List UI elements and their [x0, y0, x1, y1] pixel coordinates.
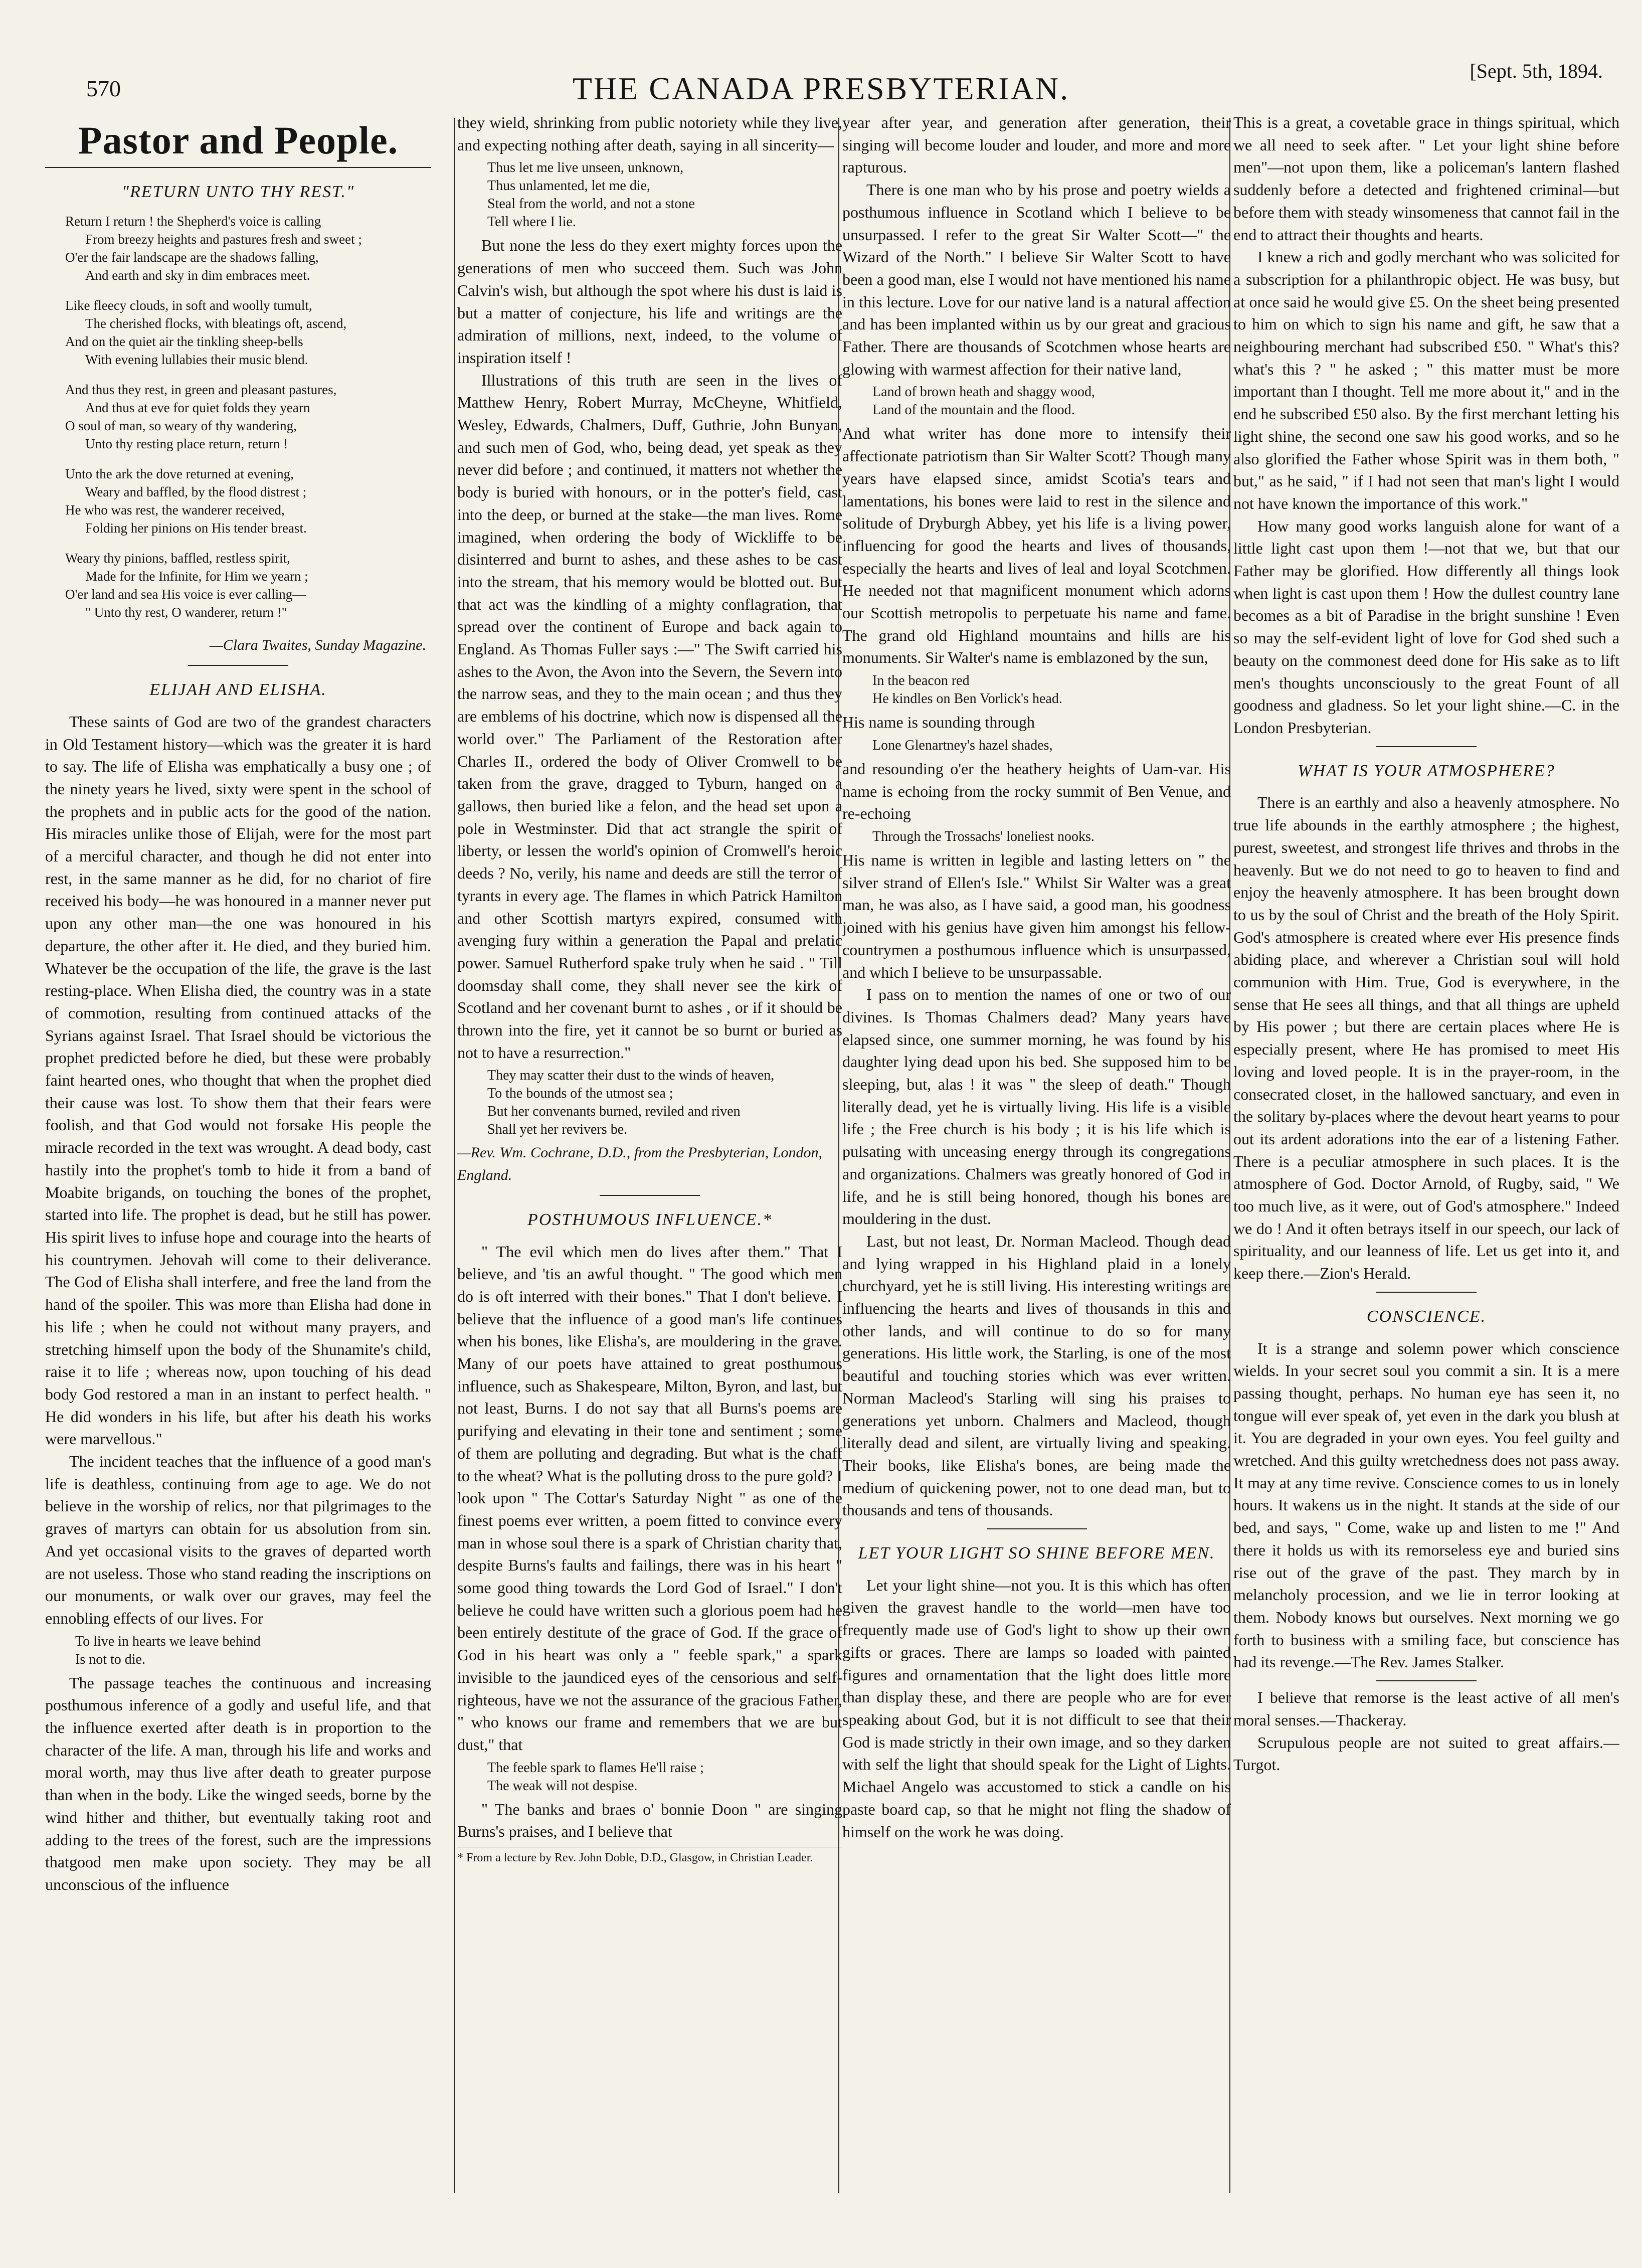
- paragraph: Let your light shine—not you. It is this which has often given the gravest handle to the world—men have too frequently made use of God's light to show up their own gifts or graces. There are lamps so loaded with painted figures and ornamentation that the light does little more than display these, and there are people who are for ever speaking about God, but it is not difficult to see that their God is made strictly in their own image, and so they darken with self the light that should speak for the Light of Lights. Michael Angelo was accustomed to stick a candle on his paste board cap, so that he might not fling the shadow of himself on the work he was doing.: [842, 1576, 1231, 1841]
- poem-line: Weary and baffled, by the flood distrest ;: [85, 484, 307, 500]
- poem-stanza: [65, 381, 431, 453]
- poem-stanza: [65, 549, 431, 621]
- column-1: [45, 111, 431, 2198]
- paragraph: " The evil which men do lives after them." That I believe, and 'tis an awful thought. " The good which men do is oft interred with their bones." That I don't believe. I believe that the influence of a good man's life continues when his bones, like Elisha's, are mouldering in the grave. Many of our poets have attained to great posthumous influence, such as Shakespeare, Milton, Byron, and last, but not least, Burns. I do not say that all Burns's poems are purifying and elevating in their tone and sentiment ; some of them are polluting and degrading. But what is the chaff to the wheat? What is the polluting dross to the pure gold? I look upon " The Cottar's Saturday Night " as one of the finest poems ever written, a poem fitted to convince every man in whose soul there is a spark of Christian charity that, despite Burns's faults and failings, there was in his heart " some good thing towards the Lord God of Israel." I don't believe he could have written such a glorious poem had he been entirely destitute of the grace of God. If the grace of God in his heart was only a " feeble spark," a spark invisible to the jaundiced eyes of the censorious and self-righteous, have we not the assurance of the gracious Father, " who knows our frame and remembers that we are but dust," that: [457, 1242, 842, 1754]
- poem-line: He who was rest, the wanderer received,: [65, 502, 285, 518]
- paragraph: His name is written in legible and lasting letters on " the silver strand of Ellen's Isle." Whilst Sir Walter was a great man, he was also, as I have said, a good man, his goodness joined with his genius have given him amongst his fellow-countrymen a posthumous influence which is unsurpassed, and which I believe to be unsurpassable.: [842, 850, 1231, 981]
- quote: [487, 159, 842, 231]
- footnote: * From a lecture by Rev. John Doble, D.D., Glasgow, in Christian Leader.: [457, 1847, 842, 1865]
- column-2: [457, 111, 842, 2198]
- paragraph: How many good works languish alone for want of a little light cast upon them !—not that we, but that our Father may be glorified. How differently all things look when light is cast upon them ! How the dullest country lane becomes as a bit of Paradise in the bright sunshine ! Even so may the self-evident light of love for God shed such a beauty on the commonest deed done for His sake as to lift men's thoughts unconsciously to the great Fount of all goodness and gladness. So let your light shine.—C. in the London Presbyterian.: [1233, 516, 1619, 737]
- column-rule: [454, 118, 455, 2193]
- quote: [872, 828, 1231, 846]
- quote-line: Through the Trossachs' loneliest nooks.: [872, 828, 1094, 844]
- quote-line: The feeble spark to flames He'll raise ;: [487, 1760, 704, 1776]
- article-title: LET YOUR LIGHT SO SHINE BEFORE MEN.: [858, 1544, 1215, 1563]
- quote: [487, 1759, 842, 1795]
- paragraph: His name is sounding through: [842, 713, 1035, 732]
- column-3: [842, 111, 1231, 2198]
- quote-line: In the beacon red: [872, 673, 970, 689]
- quote-line: But her convenants burned, reviled and riven: [487, 1104, 741, 1120]
- poem-line: And thus at eve for quiet folds they yearn: [85, 400, 310, 416]
- poem-line: From breezy heights and pastures fresh and sweet ;: [85, 232, 362, 247]
- poem-title: "RETURN UNTO THY REST.": [121, 182, 355, 201]
- poem-line: Unto thy resting place return, return !: [85, 436, 288, 452]
- divider: [987, 1528, 1087, 1529]
- quote-line: Steal from the world, and not a stone: [487, 196, 695, 212]
- divider: [1376, 746, 1477, 747]
- paragraph: and resounding o'er the heathery heights of Uam-var. His name is echoing from the rocky summit of Ben Venue, and re-echoing: [842, 759, 1231, 823]
- divider: [1376, 1292, 1477, 1293]
- paragraph: There is one man who by his prose and poetry wields a posthumous influence in Scotland which I believe to be unsurpassed. I refer to the great Sir Walter Scott—" the Wizard of the North." I believe Sir Walter Scott to have been a good man, else I would not have mentioned his name in this lecture. Love for our native land is a natural affection and has been implanted within us by our great and gracious Father. There are thousands of Scotchmen whose hearts are glowing with warmest affection for their native land,: [842, 181, 1231, 378]
- paragraph: But none the less do they exert mighty forces upon the generations of men who succeed them. Such was John Calvin's wish, but although the spot where his dust is laid is but a matter of conjecture, his life and writings are the admiration of millions, next, indeed, to the volume of inspiration itself !: [457, 236, 842, 367]
- quote-line: The weak will not despise.: [487, 1778, 638, 1794]
- poem-line: Made for the Infinite, for Him we yearn ;: [85, 569, 308, 584]
- poem-line: O'er land and sea His voice is ever calling—: [65, 587, 306, 602]
- page-number: 570: [86, 76, 121, 101]
- quote-line: To the bounds of the utmost sea ;: [487, 1086, 673, 1102]
- paragraph: These saints of God are two of the grandest characters in Old Testament history—which was the greater it is hard to say. The life of Elisha was emphatically a busy one ; of the ninety years he lived, sixty were spent in the school of the prophets and in public acts for the good of the nation. His miracles unlike those of Elijah, were for the most part of a merciful character, and though he did not enter into rest, in the same manner as he did, for no chariot of fire received his body—he was honoured in a manner never put upon any other man—the one was honoured in his departure, the other after it. He died, and they buried him. Whatever be the occupation of the life, the grave is the last resting-place. When Elisha died, the country was in a state of commotion, resulting from continued attacks of the Syrians against Israel. That Israel should be victorious the prophet predicted before he died, but these were probably faint hearted ones, who thought that when the prophet died their cause was lost. To show them that their fears were foolish, and that God would not forsake His people the miracle recorded in the text was wrought. A dead body, cast hastily into the prophet's tomb to hide it from a band of Moabite brigands, on touching the bones of the prophet, started into life. The prophet is dead, but he still has power. His spirit lives to infuse hope and courage into the hearts of his countrymen. Jehovah will come to their deliverance. The God of Elisha shall interfere, and free the land from the hand of the spoiler. This was more than Elisha had done in his life ; when he could not without many prayers, and stretching himself upon the body of the Shunamite's child, raise it to life ; whereas now, upon touching of his dead body God restored a man in an instant to perfect health. " He did wonders in his life, but after his death his works were marvellous.": [45, 712, 431, 1448]
- paragraph: they wield, shrinking from public notoriety while they live, and expecting nothing after death, saying in all sincerity—: [457, 113, 842, 154]
- quote: [872, 672, 1231, 708]
- quote-line: Lone Glenartney's hazel shades,: [872, 737, 1053, 753]
- paragraph: " The banks and braes o' bonnie Doon " are singing Burns's praises, and I believe that: [457, 1800, 842, 1841]
- article-title: ELIJAH AND ELISHA.: [149, 680, 327, 700]
- poem-line: " Unto thy rest, O wanderer, return !": [85, 605, 287, 620]
- poem-line: With evening lullabies their music blend.: [85, 352, 308, 368]
- article-title: CONSCIENCE.: [1366, 1307, 1487, 1326]
- paragraph: I knew a rich and godly merchant who was solicited for a subscription for a philanthropic object. He was busy, but at once said he would give £5. On the sheet being presented to him on which to sign his name and gift, he saw that a neighbouring merchant had subscribed £50. " What's this? what's this ? " he asked ; " this matter must be more important than I thought. Tell me more about it," and in the end he subscribed £50 also. By the first merchant letting his light shine, the second one saw his good works, and so he also glorified the Father whose Spirit was in them both, " but," as he said, " if I had not seen that man's light I would not have known the importance of this work.": [1233, 248, 1619, 512]
- quote-line: Land of the mountain and the flood.: [872, 402, 1075, 418]
- masthead-title: THE CANADA PRESBYTERIAN.: [572, 71, 1070, 106]
- divider: [188, 665, 288, 666]
- quote-line: Shall yet her revivers be.: [487, 1122, 628, 1138]
- paragraph: This is a great, a covetable grace in things spiritual, which we all need to seek after. " Let your light shine before men"—not upon them, like a policeman's lantern flashed suddenly before a detected and frightened criminal—but before them with steady winsomeness that cannot fail in the end to attract their thoughts and hearts.: [1233, 113, 1619, 244]
- quote-line: Tell where I lie.: [487, 214, 576, 230]
- issue-date: [Sept. 5th, 1894.: [1470, 60, 1603, 82]
- paragraph: Illustrations of this truth are seen in the lives of Matthew Henry, Robert Murray, McCheyne, Whitfield, Wesley, Edwards, Chalmers, Duff, Guthrie, John Bunyan, and such men of God, who, being dead, yet speak as they never did before ; and continued, it matters not whether the body is buried with honours, or in the potter's field, cast into the deep, or burned at the stake—the man lives. Rome imagined, when ordering the body of Wickliffe to be disinterred and burnt to ashes, and these ashes to be cast into the stream, that his memory would be blotted out. But that act was the kindling of a mighty conflagration, that spread over the continent of Europe and back again to England. As Thomas Fuller says :—" The Swift carried his ashes to the Avon, the Avon into the Severn, the Severn into the narrow seas, and they to the main ocean ; and thus they are emblems of his doctrine, which now is dispensed all the world over." The Parliament of the Restoration after Charles II., ordered the body of Oliver Cromwell to be taken from the grave, dragged to Tyburn, hanged on a gallows, then buried like a felon, and the head set upon a pole in Westminster. Did that act strangle the spirit of liberty, or lessen the world's opinion of Cromwell's heroic deeds ? No, verily, his name and deeds are still the terror of tyrants in every age. The flames in which Patrick Hamilton and other Scottish martyrs expired, consumed with avenging fury within a generation the Papal and prelatic power. Samuel Rutherford spake truly when he said . " Till doomsday shall come, they shall never see the kirk of Scotland and her covenant burnt to ashes , or if it should be thrown into the fire, yet it cannot be so burnt or buried as not to have a resurrection.": [457, 371, 842, 1062]
- poem-line: And on the quiet air the tinkling sheep-bells: [65, 334, 303, 350]
- section-title: Pastor and People.: [78, 118, 399, 162]
- quote-line: Thus unlamented, let me die,: [487, 178, 651, 194]
- paragraph: It is a strange and solemn power which conscience wields. In your secret soul you commit a sin. It is a mere passing thought, perhaps. No human eye has seen it, no tongue will ever speak of, yet even in the dark you blush at it. You are degraded in your own eyes. You feel guilty and wretched. And this guilty wretchedness does not pass away. It may at any time revive. Conscience comes to us in lonely hours. It wakens us in the night. It stands at the side of our bed, and says, " Come, wake up and listen to me !" And there it holds us with its remorseless eye and buried sins rise out of the grave of the past. They march by in melancholy procession, and we lie in terror looking at them. Nobody knows but ourselves. Next morning we go forth to business with a smiling face, but conscience has had its revenge.—The Rev. James Stalker.: [1233, 1339, 1619, 1671]
- paragraph: Last, but not least, Dr. Norman Macleod. Though dead and lying wrapped in his Highland plaid in a lonely churchyard, yet he is still living. His interesting writings are influencing the hearts and lives of thousands in this and other lands, and will continue to do so for many generations. His little work, the Starling, is one of the most beautiful and touching stories which was ever written. Norman Macleod's Starling will sing his praises to generations yet unborn. Chalmers and Macleod, though literally dead and silent, are virtually living and speaking. Their books, like Elisha's bones, are being made the medium of quickening power, not to one dead man, but to thousands and tens of thousands.: [842, 1232, 1231, 1519]
- poem-line: Folding her pinions on His tender breast.: [85, 520, 307, 536]
- quote-line: To live in hearts we leave behind: [75, 1633, 261, 1649]
- quote-line: Thus let me live unseen, unknown,: [487, 160, 684, 176]
- poem-stanza: [65, 296, 431, 369]
- paragraph: I pass on to mention the names of one or two of our divines. Is Thomas Chalmers dead? Many years have elapsed since, one summer morning, he was found by his daughter lying dead upon his bed. She supposed him to be sleeping, but, alas ! it was " the sleep of death." Though literally dead, yet he is virtually living. His life is a visible life ; the Free church is his body ; it is his life which is pulsating with unceasing energy through its congregations and organizations. Chalmers was greatly honored of God in life, and he is still being honored, though his bones are mouldering in the dust.: [842, 985, 1231, 1228]
- paragraph: I believe that remorse is the least active of all men's moral senses.—Thackeray.: [1233, 1688, 1619, 1729]
- paragraph: Scrupulous people are not suited to great affairs.—Turgot.: [1233, 1733, 1619, 1774]
- poem-line: Like fleecy clouds, in soft and woolly tumult,: [65, 298, 312, 313]
- attribution: —Rev. Wm. Cochrane, D.D., from the Presbyterian, London, England.: [457, 1144, 822, 1184]
- poem-line: And earth and sky in dim embraces meet.: [85, 268, 310, 283]
- article-title: POSTHUMOUS INFLUENCE.*: [527, 1210, 772, 1229]
- poem-line: Return I return ! the Shepherd's voice is calling: [65, 214, 321, 229]
- divider: [600, 1195, 700, 1196]
- poem-stanza: [65, 212, 431, 284]
- quote: [872, 737, 1231, 755]
- poem-line: The cherished flocks, with bleatings oft, ascend,: [85, 316, 347, 331]
- divider: [1376, 1680, 1477, 1681]
- poem-line: O soul of man, so weary of thy wandering,: [65, 418, 297, 434]
- poem-line: And thus they rest, in green and pleasant pastures,: [65, 382, 337, 398]
- poem: [65, 212, 431, 621]
- paragraph: There is an earthly and also a heavenly atmosphere. No true life abounds in the earthly atmosphere ; the highest, purest, sweetest, and strongest life thrives and throbs in the heavenly. But we do not need to go to heaven to find and enjoy the heavenly atmosphere. It has been brought down to us by the soul of Christ and the breath of the Holy Spirit. God's atmosphere is created where ever His presence finds abiding place, and wherever a Christian soul will hold communion with Him. True, God is everywhere, in the sense that He sees all things, and that all things are upheld by His power ; but there are certain places where He is especially present, where He has promised to meet His loving and loved people. It is in the prayer-room, in the consecrated closet, in the hallowed sanctuary, and even in the solitary by-places where the devout heart yearns to pour out its ardent adorations into the ear of a listening Father. There is a peculiar atmosphere in such places. It is the atmosphere of God. Doctor Arnold, of Rugby, said, " We too much live, as it were, out of God's atmosphere." Indeed we do ! And it often betrays itself in our speech, our lack of spirituality, and our leanness of life. Let us get into it, and keep there.—Zion's Herald.: [1233, 793, 1619, 1283]
- quote-line: He kindles on Ben Vorlick's head.: [872, 691, 1062, 707]
- poem-attribution: —Clara Twaites, Sunday Magazine.: [210, 637, 426, 654]
- quote: [75, 1633, 431, 1669]
- quote-line: They may scatter their dust to the winds of heaven,: [487, 1068, 775, 1084]
- poem-stanza: [65, 465, 431, 537]
- poem-line: O'er the fair landscape are the shadows falling,: [65, 250, 319, 265]
- column-4: [1233, 111, 1619, 2198]
- poem-line: Unto the ark the dove returned at evening,: [65, 466, 294, 482]
- paragraph: The incident teaches that the influence of a good man's life is deathless, continuing from age to age. We do not believe in the worship of relics, nor that pilgrimages to the graves of martyrs can obtain for us absolution from sin. And yet occasional visits to the graves of departed worth are not useless. Those who stand reading the inscriptions on our monuments, or walk over our graves, may feel the ennobling effects of our lives. For: [45, 1452, 431, 1627]
- quote: [872, 383, 1231, 419]
- quote: [487, 1067, 842, 1139]
- paragraph: year after year, and generation after generation, their singing will become louder and louder, and more and more rapturous.: [842, 113, 1231, 177]
- quote-line: Land of brown heath and shaggy wood,: [872, 384, 1096, 400]
- article-title: WHAT IS YOUR ATMOSPHERE?: [1298, 761, 1555, 780]
- quote-line: Is not to die.: [75, 1651, 145, 1667]
- divider: [45, 167, 431, 168]
- paragraph: The passage teaches the continuous and increasing posthumous inference of a godly and useful life, and that the influence exerted after death is in proportion to the character of the life. A man, through his life and works and moral worth, may thus live after death to greater purpose than when in the body. Like the winged seeds, borne by the wind hither and thither, but eventually taking root and adding to the trees of the forest, such are the impressions thatgood men make upon society. They may be all unconscious of the influence: [45, 1673, 431, 1893]
- paragraph: And what writer has done more to intensify their affectionate patriotism than Sir Walter Scott? Though many years have elapsed since, amidst Scotia's tears and lamentations, his bones were laid to rest in the silence and solitude of Dryburgh Abbey, yet his life is a living power, influencing for good the hearts and lives of thousands, especially the hearts and lives of leal and loyal Scotchmen. He needed not that magnificent monument which adorns our Scottish metropolis to perpetuate his name and fame. The grand old Highland mountains and hills are his monuments. Sir Walter's name is emblazoned by the sun,: [842, 424, 1231, 667]
- poem-line: Weary thy pinions, baffled, restless spirit,: [65, 551, 290, 566]
